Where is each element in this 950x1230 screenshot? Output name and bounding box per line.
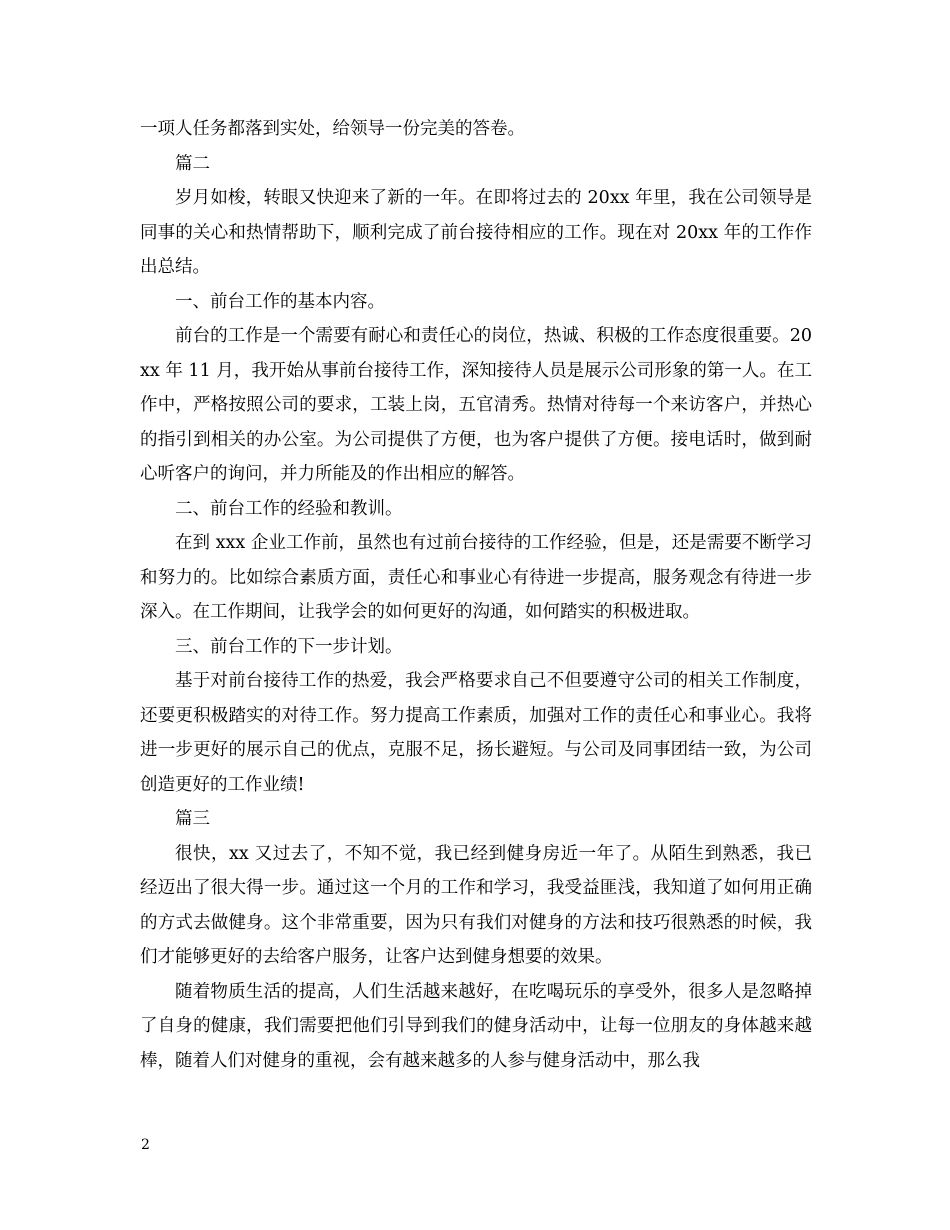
section-heading: 篇三 — [175, 809, 210, 829]
paragraph: 基于对前台接待工作的热爱，我会严格要求自己不但要遵守公司的相关工作制度，还要更积极踏实的对待工作。努力提高工作素质，加强对工作的责任心和事业心。我将进一步更好的展示自己的优点，克服不足，扬长避短。与公司及同事团结一致，为公司创造更好的工作业绩! — [140, 671, 812, 795]
paragraph: 很快，xx 又过去了，不知不觉，我已经到健身房近一年了。从陌生到熟悉，我已经迈出了很大得一步。通过这一个月的工作和学习，我受益匪浅，我知道了如何用正确的方式去做健身。这个非常重要，因为只有我们对健身的方法和技巧很熟悉的时候，我们才能够更好的去给客户服务，让客户达到健身想要的效果。 — [140, 843, 812, 967]
section-heading: 篇二 — [175, 153, 210, 174]
section-heading: 二、前台工作的经验和教训。 — [175, 498, 403, 519]
paragraph: 前台的工作是一个需要有耐心和责任心的岗位，热诚、积极的工作态度很重要。20xx 年 11 月，我开始从事前台接待工作，深知接待人员是展示公司形象的第一人。在工作中，严格按照公司的要求，工装上岗，五官清秀。热情对待每一个来访客户，并热心的指引到相关的办公室。为公司提供了方便，也为客户提供了方便。接电话时，做到耐心听客户的询问，并力所能及的作出相应的解答。 — [140, 326, 812, 484]
paragraph: 随着物质生活的提高，人们生活越来越好，在吃喝玩乐的享受外，很多人是忽略掉了自身的健康，我们需要把他们引导到我们的健身活动中，让每一位朋友的身体越来越棒，随着人们对健身的重视，会有越来越多的人参与健身活动中，那么我 — [140, 981, 812, 1071]
section-heading: 一、前台工作的基本内容。 — [175, 291, 385, 312]
paragraph: 在到 xxx 企业工作前，虽然也有过前台接待的工作经验，但是，还是需要不断学习和努力的。比如综合素质方面，责任心和事业心有待进一步提高，服务观念有待进一步深入。在工作期间，让我学会的如何更好的沟通，如何踏实的积极进取。 — [140, 533, 812, 622]
paragraph: 一项人任务都落到实处，给领导一份完美的答卷。 — [140, 119, 525, 139]
paragraph: 岁月如梭，转眼又快迎来了新的一年。在即将过去的 20xx 年里，我在公司领导是同事的关心和热情帮助下，顺利完成了前台接待相应的工作。现在对 20xx 年的工作作出总结。 — [140, 188, 812, 277]
section-heading: 三、前台工作的下一步计划。 — [175, 636, 403, 657]
document-body — [140, 112, 812, 1078]
page-number: 2 — [141, 1137, 150, 1153]
